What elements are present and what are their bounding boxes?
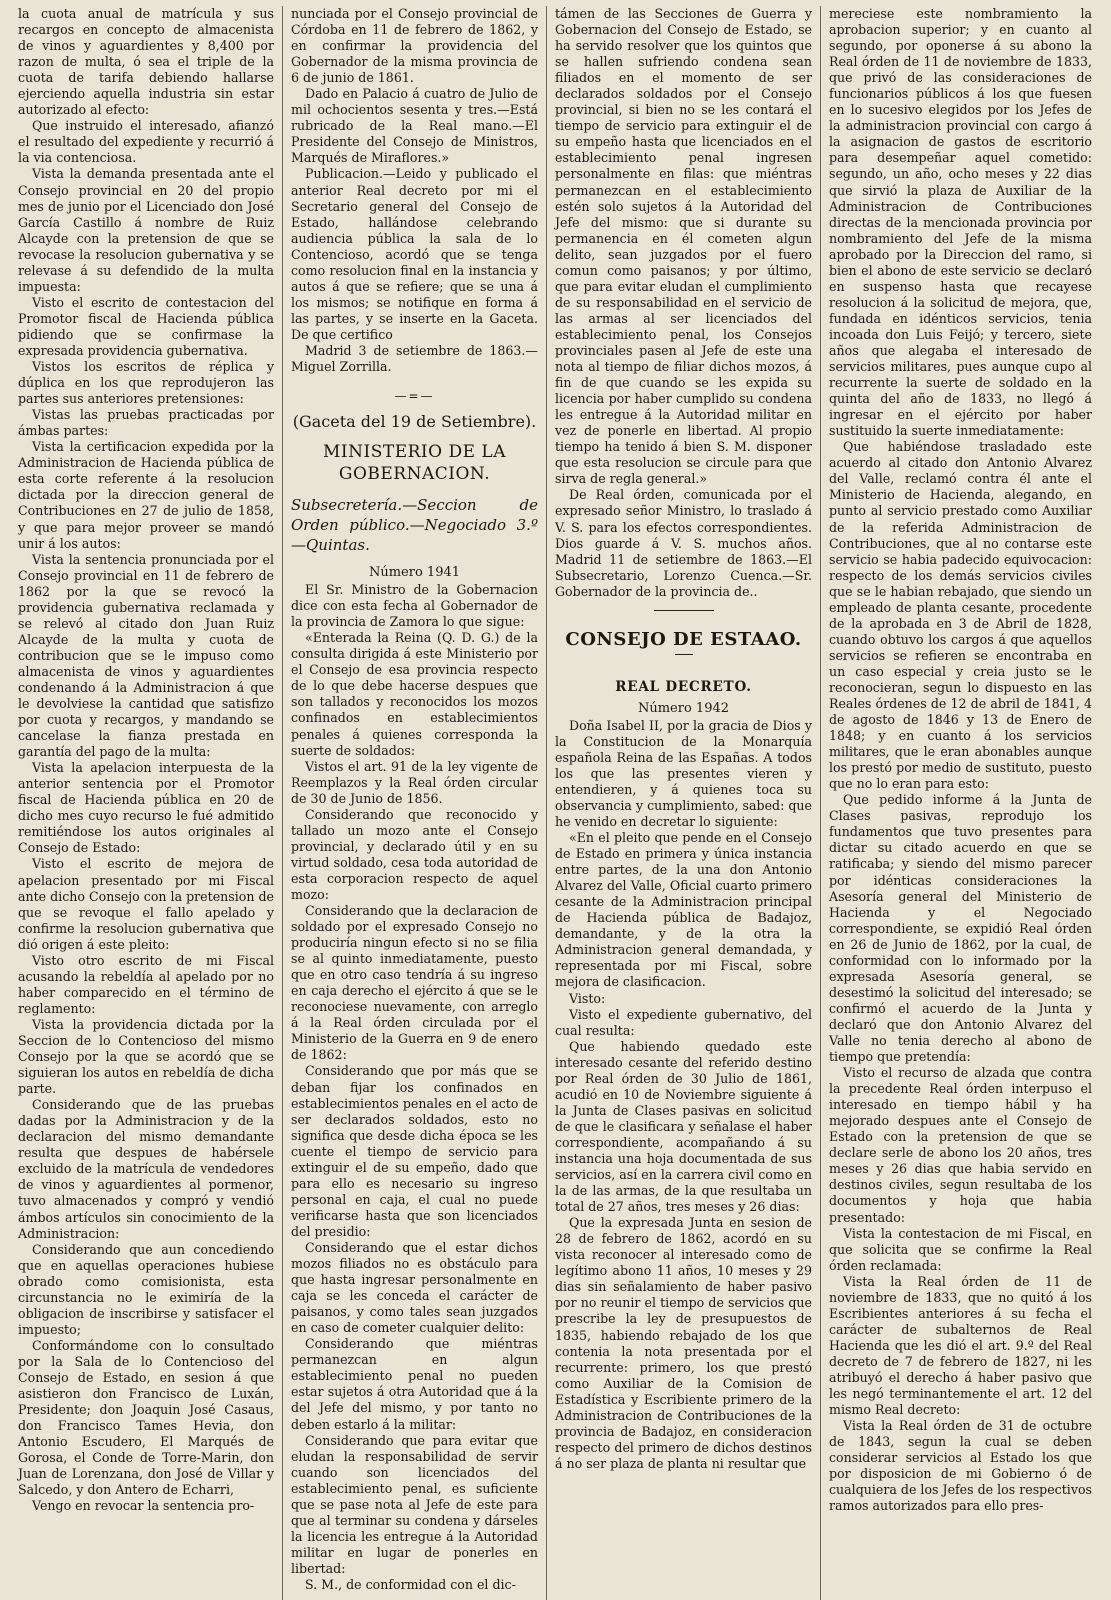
- paragraph: Doña Isabel II, por la gracia de Dios y la Constitucion de la Monarquía española Reina de las Españas. A todos los que las presentes vieren y entendieren, y á quienes toca su observancia y cumplimiento, sabed: que he venido en decretar lo siguiente:: [555, 717, 812, 830]
- paragraph: Vista la Real órden de 31 de octubre de 1843, segun la cual se deben considerar servicios al Estado los que por disposicion de mi Gobierno ó de cualquiera de los Jefes de los respectivos ramos autorizados para ello pres-: [829, 1418, 1092, 1514]
- paragraph: Vista la apelacion interpuesta de la anterior sentencia por el Promotor fiscal de Hacienda pública en 20 de dicho mes cuyo recurso le fué admitido remitiéndose los autos originales al Consejo de Estado:: [18, 760, 274, 856]
- column-2: [282, 6, 546, 1600]
- column-1: [10, 6, 282, 1600]
- section-divider: —=—: [394, 389, 435, 404]
- paragraph: Considerando que el estar dichos mozos filiados no es obstáculo para que hasta ingresar personalmente en caja se les conceda el carácter de paisanos, y como tales sean juzgados en caso de cometer cualquier delito:: [291, 1240, 538, 1336]
- paragraph: Considerando que miéntras permanezcan en algun establecimiento penal no pueden estar sujetos á otra Autoridad que á la del Jefe del mismo, y por tanto no deben estarlo á la militar:: [291, 1336, 538, 1432]
- paragraph: S. M., de conformidad con el dic-: [305, 1576, 516, 1592]
- paragraph: Publicacion.—Leido y publicado el anterior Real decreto por mi el Secretario general del Consejo de Estado, hallándose celebrando audiencia pública la sala de lo Contencioso, acordó que se tenga como resolucion final en la instancia y autos á que se refiere; que se una á los mismos; se notifique en forma á las partes, y se inserte en la Gaceta. De que certifico: [291, 166, 538, 342]
- paragraph: Considerando que aun concediendo que en aquellas operaciones hubiese obrado como comisionista, esta circunstancia no le eximiría de la obligacion de inscribirse y satisfacer el impuesto;: [18, 1241, 274, 1337]
- column-4: [820, 6, 1100, 1600]
- paragraph: Considerando que reconocido y tallado un mozo ante el Consejo provincial, y declarado útil y en su virtud soldado, cesa toda autoridad de esta corporacion respecto de aquel mozo:: [291, 806, 538, 902]
- paragraph: Vista la demanda presentada ante el Consejo provincial en 20 del propio mes de junio por el Licenciado don José García Castillo á nombre de Ruiz Alcayde con la pretension de que se revocase la resolucion gubernativa y se relevase á su defendido de la multa impuesta:: [18, 166, 274, 294]
- document-number: Número 1942: [637, 700, 730, 716]
- paragraph: Dado en Palacio á cuatro de Julio de mil ochocientos sesenta y tres.—Está rubricado de la Real mano.—El Presidente del Consejo de Ministros, Marqués de Miraflores.»: [291, 86, 538, 166]
- paragraph: De Real órden, comunicada por el expresado señor Ministro, lo traslado á V. S. para los efectos correspondientes. Dios guarde á V. S. muchos años. Madrid 11 de setiembre de 1863.—El Subsecretario, Lorenzo Cuenca.—Sr. Gobernador de la provincia de..: [555, 487, 812, 599]
- paragraph: Visto el escrito de contestacion del Promotor fiscal de Hacienda pública pidiendo que se confirmase la expresada providencia gubernativa.: [18, 294, 274, 358]
- paragraph: mereciese este nombramiento la aprobacion superior; y en cuanto al segundo, por oponerse á su abono la Real órden de 11 de noviembre de 1833, que privó de las consideraciones de funcionarios públicos á los que fuesen en lo sucesivo elegidos por los Jefes de la administracion provincial con cargo á la asignacion de gastos de escritorio para desempeñar aquel cometido: segundo, un año, ocho meses y 22 dias que sirvió la plaza de Auxiliar de la Administracion de Contribuciones directas de la mencionada provincia por nombramiento del Jefe de la misma aprobado por la Direccion del ramo, si bien el abono de este servicio se declaró en suspenso hasta que recayese resolucion á la solicitud de mejora, que, fundada en idénticos servicios, tenia incoada don Luis Feijó; y tercero, siete años que alegaba el interesado de servicios militares, pues aunque cupo al recurrente la suerte de soldado en la quinta del año de 1833, no llegó á ingresar en el ejército por haber sustituido la suerte inmediatamente:: [829, 6, 1092, 439]
- document-number: Número 1941: [368, 565, 461, 581]
- paragraph: támen de las Secciones de Guerra y Gobernacion del Consejo de Estado, se ha servido resolver que los quintos que se hallen sufriendo condena sean filiados en el momento de ser declarados soldados por el Consejo provincial, si bien no se les contará el tiempo de servicio para extinguir el de su empeño hasta que licenciados en el establecimiento penal ingresen personalmente en filas: que miéntras permanezcan en el establecimiento estén solo sujetos á la Autoridad del Jefe del mismo: que si durante su permanencia en él cometen algun delito, sean juzgados por el fuero comun como paisanos; y por último, que para evitar eludan el cumplimiento de su responsabilidad en el servicio de las armas al ser licenciados del establecimiento penal, los Consejos provinciales pasen al Jefe de este una nota al tiempo de filiar dichos mozos, á fin de que cuando se les expida su licencia por haber cumplido su condena les entregue á la Autoridad militar en vez de ponerle en libertad. Al propio tiempo ha tenido á bien S. M. disponer que esta resolucion se circule para que sirva de regla general.»: [555, 6, 812, 487]
- paragraph: nunciada por el Consejo provincial de Córdoba en 11 de febrero de 1862, y en confirmar la providencia del Gobernador de la misma provincia de 6 de junio de 1861.: [291, 6, 538, 86]
- paragraph: El Sr. Ministro de la Gobernacion dice con esta fecha al Gobernador de la provincia de Zamora lo que sigue:: [291, 582, 538, 630]
- paragraph: Vista la Real órden de 11 de noviembre de 1833, que no quitó á los Escribientes anteriores á su fecha el carácter de subalternos de Real Hacienda que les dió el art. 9.º del Real decreto de 7 de febrero de 1827, ni les atribuyó el derecho á haber pasivo que les negó terminantemente el art. 12 del mismo Real decreto:: [829, 1273, 1092, 1418]
- paragraph: Vista la contestacion de mi Fiscal, en que solicita que se confirme la Real órden reclamada:: [829, 1225, 1092, 1273]
- paragraph: «Enterada la Reina (Q. D. G.) de la consulta dirigida á este Ministerio por el Consejo de esa provincia respecto de lo que debe hacerse despues que son tallados y reconocidos los mozos confinados en establecimientos penales á quienes corresponda la suerte de soldados:: [291, 630, 538, 758]
- paragraph: Vistos los escritos de réplica y dúplica en los que reprodujeron las partes sus anteriores pretensiones:: [18, 359, 274, 407]
- paragraph: Vista la providencia dictada por la Seccion de lo Contencioso del mismo Consejo por la que se acordó que se siguieran los autos en rebeldía de dicha parte.: [18, 1016, 274, 1097]
- signature-line: Madrid 3 de setiembre de 1863.—Miguel Zorrilla.: [291, 342, 538, 375]
- paragraph: la cuota anual de matrícula y sus recargos en concepto de almacenista de vinos y aguardientes y 8,400 por razon de multa, ó sea el triple de la cuota de tarifa debiendo hallarse ejerciendo aquella industria sin estar autorizado al efecto:: [18, 6, 274, 118]
- paragraph: Visto el escrito de mejora de apelacion presentado por mi Fiscal ante dicho Consejo con la pretension de que se revoque el fallo apelado y confirme la resolucion gubernativa que dió origen á este pleito:: [18, 856, 274, 952]
- paragraph: Visto otro escrito de mi Fiscal acusando la rebeldía al apelado por no haber comparecido en el término de reglamento:: [18, 952, 274, 1016]
- paragraph: Que la expresada Junta en sesion de 28 de febrero de 1862, acordó en su vista reconocer al interesado como de legítimo abono 11 años, 10 meses y 29 dias sin señalamiento de haber pasivo por no reunir el tiempo de servicios que prescribe la ley de presupuestos de 1835, habiendo rebajado de los que contenia la nota presentada por el recurrente: primero, los que prestó como Auxiliar de la Comision de Estadística y Escribiente primero de la Administracion de Contribuciones de la provincia de Badajoz, en consideracion respecto del primero de dichos destinos á no ser plaza de planta ni resultar que: [555, 1215, 812, 1471]
- paragraph: Vengo en revocar la sentencia pro-: [32, 1498, 255, 1514]
- gazette-date-heading: (Gaceta del 19 de Setiembre).: [292, 412, 537, 432]
- paragraph: Que habiendo quedado este interesado cesante del referido destino por Real órden de 30 Julio de 1861, acudió en 10 de Noviembre siguiente á la Junta de Clases pasivas en solicitud de que le clasificara y señalase el haber correspondiente, acompañando á su instancia una hoja documentada de sus servicios, así en la carrera civil como en la de las armas, de la que resultaba un total de 27 años, tres meses y 26 dias:: [555, 1038, 812, 1215]
- paragraph: «En el pleito que pende en el Consejo de Estado en primera y única instancia entre partes, de la una don Antonio Alvarez del Valle, Oficial cuarto primero cesante de la Administracion principal de Hacienda pública de Badajoz, demandante, y de la otra la Administracion general demandada, y representada por mi Fiscal, sobre mejora de clasificacion.: [555, 830, 812, 990]
- paragraph: Que pedido informe á la Junta de Clases pasivas, reprodujo los fundamentos que tuvo presentes para dictar su citado acuerdo en que se ratificaba; y siendo del mismo parecer por idénticas consideraciones la Asesoría general del Ministerio de Hacienda y el Negociado correspondiente, se expidió Real órden en 26 de Junio de 1862, por la cual, de conformidad con lo informado por la expresada Asesoría general, se desestimó la solicitud del interesado; se confirmó el acuerdo de la Junta y declaró que don Antonio Alvarez del Valle no tenia derecho al abono de tiempo que pretendía:: [829, 792, 1092, 1065]
- paragraph: Visto:: [569, 990, 606, 1006]
- ministry-heading: MINISTERIO DE LA GOBERNACION.: [323, 442, 506, 485]
- divider-rule: [654, 610, 714, 611]
- paragraph: Conformándome con lo consultado por la Sala de lo Contencioso del Consejo de Estado, en sesion á que asistieron don Francisco de Luxán, Presidente; don Joaquin José Casaus, don Francisco Tames Hevia, don Antonio Escudero, El Marqués de Gorosa, el Conde de Torre-Marin, don Juan de Lorenzana, don José de Villar y Salcedo, y don Antero de Echarri,: [18, 1337, 274, 1498]
- column-3: [546, 6, 820, 1600]
- subsecretaria-heading: Subsecretería.—Seccion de Orden público.—Negociado 3.º—Quintas.: [291, 496, 538, 555]
- paragraph: Considerando que para evitar que eludan la responsabilidad de servir cuando son licenciados del establecimiento penal, es suficiente que se pase nota al Jefe de este para que al terminar su condena y dárseles la licencia les entregue á la Autoridad militar en lugar de ponerles en libertad:: [291, 1432, 538, 1576]
- paragraph: Vista la sentencia pronunciada por el Consejo provincial en 11 de febrero de 1862 por la que se revocó la providencia gubernativa reclamada y se relevó al citado don Juan Ruiz Alcayde de la multa y cuota de contribucion que se le impuso como almacenista de vinos y aguardientes condenando á la Administracion á que le devolviese la cantidad que satisfizo por cuota y recargos, y mandando se cancelase la fianza prestada en garantía del pago de la multa:: [18, 551, 274, 760]
- paragraph: Vistos el art. 91 de la ley vigente de Reemplazos y la Real órden circular de 30 de Junio de 1856.: [291, 758, 538, 806]
- paragraph: Considerando que de las pruebas dadas por la Administracion y de la declaracion del mismo demandante resulta que despues de habérsele excluido de la matrícula de vendedores de vinos y aguardientes al pormenor, tuvo almacenados y compró y vendió ámbos artículos sin conocimiento de la Administracion:: [18, 1097, 274, 1241]
- paragraph: Vista la certificacion expedida por la Administracion de Hacienda pública de esta corte referente á la resolucion dictada por la direccion general de Contribuciones en 27 de julio de 1858, y que para mejor proveer se mandó unir á los autos:: [18, 439, 274, 551]
- paragraph: Considerando que la declaracion de soldado por el expresado Consejo no produciría ningun efecto si no se filia se al quinto inmediatamente, puesto que en otro caso tendría á su ingreso en caja derecho el ejército á que se le reconociese nuevamente, con arreglo á la Real órden circulada por el Ministerio de la Guerra en 9 de enero de 1862:: [291, 903, 538, 1063]
- paragraph: Que instruido el interesado, afianzó el resultado del expediente y recurrió á la via contenciosa.: [18, 118, 274, 166]
- council-heading: CONSEJO DE ESTAAO.: [565, 628, 802, 650]
- decree-heading: REAL DECRETO.: [615, 678, 752, 695]
- paragraph: Considerando que por más que se deban fijar los confinados en establecimientos penales en el acto de ser declarados soldados, esto no significa que desde dicha época se les cuente el tiempo de servicio para extinguir el de su empeño, dado que para ello es necesario su ingreso personal en caja, el cual no puede verificarse hasta que son licenciados del presidio:: [291, 1063, 538, 1239]
- divider-rule: [675, 654, 693, 655]
- paragraph: Que habiéndose trasladado este acuerdo al citado don Antonio Alvarez del Valle, reclamó contra él ante el Ministerio de Hacienda, alegando, en punto al servicio prestado como Auxiliar de la referida Administracion de Contribuciones, que al no contarse este servicio se habia padecido equivocacion: respecto de los demás servicios civiles que se le habian rebajado, que siendo un empleado de planta cesante, procedente de la aprobada en 3 de Abril de 1828, cuando obtuvo los cargos á que aquellos servicios se refieren se encontraba en un caso especial y creia justo se le reconocieran, segun lo dispuesto en las Reales órdenes de 12 de abril de 1841, 4 de agosto de 1846 y 13 de Enero de 1848; y en cuanto á los servicios militares, que le eran abonables aunque los prestó por medio de sustituto, puesto que no lo eran para esto:: [829, 439, 1092, 792]
- paragraph: Visto el recurso de alzada que contra la precedente Real órden interpuso el interesado en tiempo hábil y ha mejorado despues ante el Consejo de Estado con la pretension de que se declare serle de abono los 20 años, tres meses y 26 dias que habia servido en destinos civiles, segun resultaba de los documentos y hoja que habia presentado:: [829, 1065, 1092, 1225]
- paragraph: Vistas las pruebas practicadas por ámbas partes:: [18, 407, 274, 439]
- paragraph: Visto el expediente gubernativo, del cual resulta:: [555, 1006, 812, 1038]
